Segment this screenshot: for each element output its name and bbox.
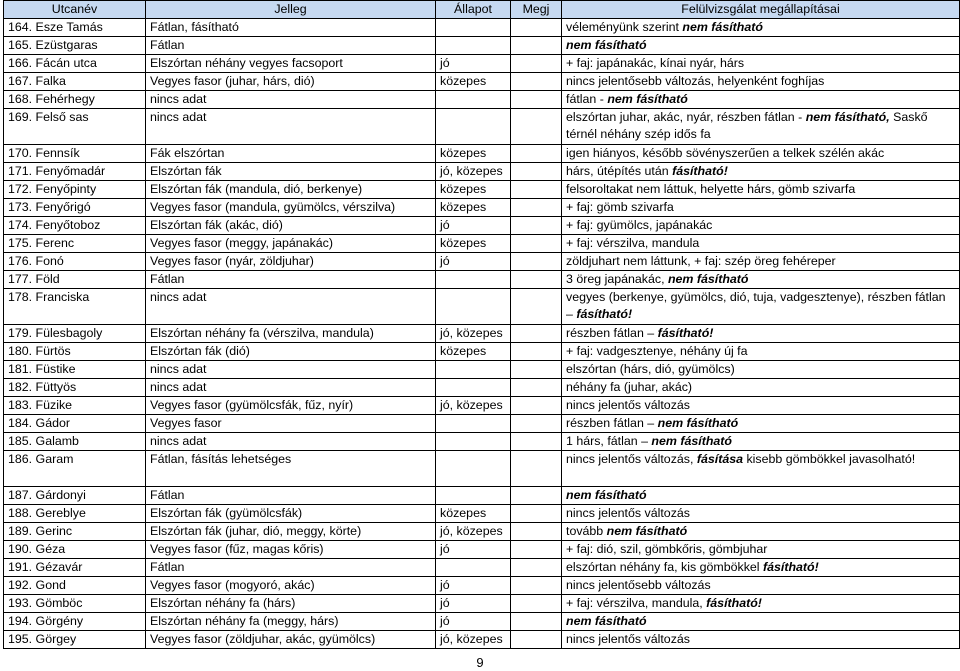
cell-felulvizsgalat (562, 181, 960, 199)
emphasis-text: nem fásítható (667, 272, 749, 286)
cell-megj (511, 487, 562, 505)
cell-allapot: jó, közepes (436, 397, 511, 415)
cell-megj (511, 37, 562, 55)
cell-felulvizsgalat (562, 559, 960, 577)
cell-utcanev: 173. Fenyőrigó (4, 199, 146, 217)
emphasis-text: fásítható! (657, 326, 714, 340)
table-body (4, 19, 960, 649)
cell-jelleg: Elszórtan fák (juhar, dió, meggy, körte) (146, 523, 436, 541)
cell-megj (511, 253, 562, 271)
cell-allapot: jó, közepes (436, 163, 511, 181)
table-row (4, 181, 960, 199)
cell-felulvizsgalat (562, 253, 960, 271)
finding-text: vegyes (berkenye, gyümölcs, dió, tuja, vadgesztenye), részben fátlan – (566, 290, 946, 321)
cell-jelleg: Elszórtan fák (146, 163, 436, 181)
finding-text: elszórtan néhány fa, kis gömbökkel (566, 560, 763, 574)
cell-felulvizsgalat (562, 487, 960, 505)
cell-allapot: jó (436, 253, 511, 271)
cell-utcanev: 186. Garam (4, 451, 146, 487)
cell-megj (511, 163, 562, 181)
finding-text: elszórtan juhar, akác, nyár, részben fátlan - (566, 110, 806, 124)
cell-jelleg: Vegyes fasor (juhar, hárs, dió) (146, 73, 436, 91)
cell-allapot (436, 19, 511, 37)
cell-jelleg: Elszórtan néhány fa (vérszilva, mandula) (146, 325, 436, 343)
cell-allapot: jó (436, 541, 511, 559)
cell-megj (511, 415, 562, 433)
table-row (4, 613, 960, 631)
cell-utcanev: 185. Galamb (4, 433, 146, 451)
cell-utcanev: 178. Franciska (4, 289, 146, 325)
cell-felulvizsgalat (562, 199, 960, 217)
cell-megj (511, 631, 562, 649)
cell-megj (511, 181, 562, 199)
cell-jelleg: nincs adat (146, 433, 436, 451)
cell-allapot (436, 271, 511, 289)
page-number: 9 (476, 655, 484, 670)
emphasis-text: nem fásítható (682, 20, 763, 34)
cell-felulvizsgalat (562, 541, 960, 559)
cell-megj (511, 541, 562, 559)
cell-felulvizsgalat (562, 163, 960, 181)
finding-text: nincs jelentősebb változás (566, 578, 711, 592)
cell-utcanev: 164. Esze Tamás (4, 19, 146, 37)
cell-jelleg: Fátlan (146, 487, 436, 505)
cell-allapot: közepes (436, 343, 511, 361)
cell-allapot: jó (436, 577, 511, 595)
table-row (4, 145, 960, 163)
cell-megj (511, 325, 562, 343)
finding-text: részben fátlan – (566, 326, 658, 340)
emphasis-text: fásítható! (762, 560, 819, 574)
header-felulvizsgalat: Felülvizsgálat megállapításai (562, 1, 960, 19)
cell-jelleg: Vegyes fasor (nyár, zöldjuhar) (146, 253, 436, 271)
cell-felulvizsgalat (562, 235, 960, 253)
emphasis-text: fásítható! (672, 164, 728, 178)
cell-megj (511, 397, 562, 415)
cell-felulvizsgalat (562, 37, 960, 55)
finding-text: fátlan - (566, 92, 608, 106)
header-row (4, 1, 960, 19)
emphasis-text: nem fásítható (651, 434, 732, 448)
cell-jelleg: Elszórtan fák (akác, dió) (146, 217, 436, 235)
cell-utcanev: 165. Ezüstgaras (4, 37, 146, 55)
cell-felulvizsgalat (562, 91, 960, 109)
cell-utcanev: 166. Fácán utca (4, 55, 146, 73)
header-megj: Megj (511, 1, 562, 19)
cell-jelleg: Vegyes fasor (gyümölcsfák, fűz, nyír) (146, 397, 436, 415)
cell-utcanev: 182. Füttyös (4, 379, 146, 397)
cell-jelleg: nincs adat (146, 289, 436, 325)
cell-utcanev: 177. Föld (4, 271, 146, 289)
table-row (4, 343, 960, 361)
cell-megj (511, 199, 562, 217)
finding-text: hárs, útépítés után (566, 164, 673, 178)
cell-felulvizsgalat (562, 613, 960, 631)
table-row (4, 523, 960, 541)
cell-utcanev: 189. Gerinc (4, 523, 146, 541)
cell-felulvizsgalat (562, 145, 960, 163)
table-row (4, 451, 960, 487)
finding-text: nincs jelentős változás (566, 398, 690, 412)
cell-felulvizsgalat (562, 451, 960, 487)
table-row (4, 361, 960, 379)
cell-felulvizsgalat (562, 433, 960, 451)
cell-megj (511, 217, 562, 235)
cell-allapot (436, 289, 511, 325)
cell-allapot: jó, közepes (436, 325, 511, 343)
cell-megj (511, 379, 562, 397)
cell-allapot (436, 361, 511, 379)
table-row (4, 73, 960, 91)
cell-allapot: közepes (436, 73, 511, 91)
table-row (4, 433, 960, 451)
cell-felulvizsgalat (562, 397, 960, 415)
table-row (4, 559, 960, 577)
emphasis-text: fásítható! (706, 596, 762, 610)
finding-text: részben fátlan – (566, 416, 658, 430)
table-row (4, 505, 960, 523)
cell-felulvizsgalat (562, 379, 960, 397)
cell-utcanev: 167. Falka (4, 73, 146, 91)
cell-megj (511, 577, 562, 595)
cell-megj (511, 19, 562, 37)
cell-megj (511, 613, 562, 631)
cell-allapot: közepes (436, 505, 511, 523)
cell-allapot (436, 415, 511, 433)
cell-jelleg: Fátlan (146, 271, 436, 289)
emphasis-text: nem fásítható (566, 38, 647, 52)
table-row (4, 397, 960, 415)
table-row (4, 217, 960, 235)
cell-felulvizsgalat (562, 325, 960, 343)
finding-text: nincs jelentősebb változás, helyenként foghíjas (566, 74, 825, 88)
cell-jelleg: Fátlan, fásítható (146, 19, 436, 37)
finding-text: nincs jelentős változás, (566, 452, 697, 466)
emphasis-text: fásítása (696, 452, 744, 466)
table-row (4, 541, 960, 559)
cell-utcanev: 194. Görgény (4, 613, 146, 631)
emphasis-text: fásítható! (576, 307, 633, 321)
emphasis-text: nem fásítható (566, 488, 647, 502)
cell-felulvizsgalat (562, 109, 960, 145)
finding-text: + faj: japánakác, kínai nyár, hárs (566, 56, 745, 70)
cell-allapot: jó (436, 217, 511, 235)
cell-jelleg: nincs adat (146, 91, 436, 109)
cell-megj (511, 271, 562, 289)
cell-jelleg: Elszórtan fák (dió) (146, 343, 436, 361)
cell-megj (511, 559, 562, 577)
cell-utcanev: 172. Fenyőpinty (4, 181, 146, 199)
cell-jelleg: Fátlan, fásítás lehetséges (146, 451, 436, 487)
emphasis-text: nem fásítható, (805, 110, 890, 124)
cell-jelleg: Fátlan (146, 37, 436, 55)
cell-allapot: jó (436, 595, 511, 613)
cell-megj (511, 595, 562, 613)
cell-megj (511, 289, 562, 325)
table-row (4, 109, 960, 145)
cell-jelleg: Elszórtan néhány vegyes facsoport (146, 55, 436, 73)
cell-jelleg: Vegyes fasor (meggy, japánakác) (146, 235, 436, 253)
cell-utcanev: 184. Gádor (4, 415, 146, 433)
cell-jelleg: Elszórtan néhány fa (meggy, hárs) (146, 613, 436, 631)
cell-allapot (436, 559, 511, 577)
table-row (4, 91, 960, 109)
cell-utcanev: 168. Fehérhegy (4, 91, 146, 109)
finding-text: kisebb gömbökkel javasolható! (743, 452, 916, 466)
cell-jelleg: nincs adat (146, 361, 436, 379)
table-row (4, 415, 960, 433)
cell-utcanev: 179. Fülesbagoly (4, 325, 146, 343)
cell-felulvizsgalat (562, 217, 960, 235)
cell-jelleg: Elszórtan néhány fa (hárs) (146, 595, 436, 613)
cell-felulvizsgalat (562, 505, 960, 523)
finding-text: néhány fa (juhar, akác) (566, 380, 693, 394)
cell-megj (511, 451, 562, 487)
cell-utcanev: 170. Fennsík (4, 145, 146, 163)
cell-megj (511, 145, 562, 163)
cell-utcanev: 183. Füzike (4, 397, 146, 415)
header-allapot: Állapot (436, 1, 511, 19)
cell-megj (511, 523, 562, 541)
cell-megj (511, 235, 562, 253)
table-row (4, 163, 960, 181)
table-row (4, 19, 960, 37)
cell-felulvizsgalat (562, 19, 960, 37)
cell-allapot (436, 451, 511, 487)
cell-allapot: jó (436, 55, 511, 73)
cell-megj (511, 109, 562, 145)
cell-megj (511, 433, 562, 451)
table-row (4, 235, 960, 253)
cell-jelleg: Elszórtan fák (mandula, dió, berkenye) (146, 181, 436, 199)
cell-megj (511, 361, 562, 379)
finding-text: zöldjuhart nem láttunk, + faj: szép öreg fehéreper (566, 254, 836, 268)
cell-felulvizsgalat (562, 631, 960, 649)
cell-utcanev: 188. Gereblye (4, 505, 146, 523)
cell-felulvizsgalat (562, 595, 960, 613)
cell-allapot (436, 37, 511, 55)
finding-text: igen hiányos, később sövényszerűen a telkek szélén akác (566, 146, 885, 160)
table-row (4, 577, 960, 595)
cell-utcanev: 187. Gárdonyi (4, 487, 146, 505)
cell-utcanev: 192. Gond (4, 577, 146, 595)
cell-utcanev: 175. Ferenc (4, 235, 146, 253)
finding-text: tovább (566, 524, 607, 538)
table-row (4, 253, 960, 271)
cell-megj (511, 91, 562, 109)
emphasis-text: nem fásítható (606, 524, 688, 538)
cell-jelleg: Vegyes fasor (146, 415, 436, 433)
finding-text: 1 hárs, fátlan – (566, 434, 652, 448)
header-utcanev: Utcanév (4, 1, 146, 19)
finding-text: + faj: dió, szil, gömbkőris, gömbjuhar (566, 542, 768, 556)
cell-felulvizsgalat (562, 271, 960, 289)
cell-utcanev: 193. Gömböc (4, 595, 146, 613)
finding-text: elszórtan (hárs, dió, gyümölcs) (566, 362, 735, 376)
cell-felulvizsgalat (562, 343, 960, 361)
cell-jelleg: Fák elszórtan (146, 145, 436, 163)
cell-allapot (436, 91, 511, 109)
cell-felulvizsgalat (562, 361, 960, 379)
finding-text: + faj: gömb szivarfa (566, 200, 674, 214)
emphasis-text: nem fásítható (607, 92, 688, 106)
cell-allapot (436, 487, 511, 505)
finding-text: nincs jelentős változás (566, 506, 690, 520)
cell-jelleg: nincs adat (146, 109, 436, 145)
table-row (4, 379, 960, 397)
cell-allapot (436, 379, 511, 397)
cell-megj (511, 343, 562, 361)
table-row (4, 55, 960, 73)
cell-jelleg: Vegyes fasor (mandula, gyümölcs, vérszilva) (146, 199, 436, 217)
table-row (4, 37, 960, 55)
header-jelleg: Jelleg (146, 1, 436, 19)
table-row (4, 325, 960, 343)
cell-utcanev: 180. Fürtös (4, 343, 146, 361)
cell-jelleg: nincs adat (146, 379, 436, 397)
cell-utcanev: 195. Görgey (4, 631, 146, 649)
cell-allapot: közepes (436, 181, 511, 199)
cell-utcanev: 176. Fonó (4, 253, 146, 271)
cell-utcanev: 190. Géza (4, 541, 146, 559)
finding-text: + faj: vadgesztenye, néhány új fa (566, 344, 748, 358)
cell-allapot (436, 433, 511, 451)
cell-allapot (436, 109, 511, 145)
table-row (4, 289, 960, 325)
table-row (4, 271, 960, 289)
cell-jelleg: Fátlan (146, 559, 436, 577)
cell-allapot: közepes (436, 199, 511, 217)
cell-utcanev: 181. Füstike (4, 361, 146, 379)
cell-felulvizsgalat (562, 73, 960, 91)
table-row (4, 595, 960, 613)
cell-allapot: jó, közepes (436, 631, 511, 649)
finding-text: + faj: vérszilva, mandula, (566, 596, 707, 610)
cell-megj (511, 505, 562, 523)
cell-utcanev: 174. Fenyőtoboz (4, 217, 146, 235)
table-row (4, 631, 960, 649)
cell-utcanev: 191. Gézavár (4, 559, 146, 577)
finding-text: felsoroltakat nem láttuk, helyette hárs, gömb szivarfa (566, 182, 856, 196)
street-tree-table (3, 0, 960, 649)
cell-allapot: jó, közepes (436, 523, 511, 541)
cell-jelleg: Elszórtan fák (gyümölcsfák) (146, 505, 436, 523)
emphasis-text: nem fásítható (566, 614, 647, 628)
finding-text: + faj: gyümölcs, japánakác (566, 218, 713, 232)
finding-text: nincs jelentős változás (566, 632, 690, 646)
table-row (4, 487, 960, 505)
emphasis-text: nem fásítható (657, 416, 739, 430)
cell-megj (511, 73, 562, 91)
cell-jelleg: Vegyes fasor (fűz, magas kőris) (146, 541, 436, 559)
cell-felulvizsgalat (562, 289, 960, 325)
cell-felulvizsgalat (562, 55, 960, 73)
cell-allapot: jó (436, 613, 511, 631)
cell-felulvizsgalat (562, 577, 960, 595)
cell-allapot: közepes (436, 235, 511, 253)
cell-utcanev: 169. Felső sas (4, 109, 146, 145)
cell-utcanev: 171. Fenyőmadár (4, 163, 146, 181)
cell-allapot: közepes (436, 145, 511, 163)
table-row (4, 199, 960, 217)
cell-felulvizsgalat (562, 415, 960, 433)
cell-jelleg: Vegyes fasor (zöldjuhar, akác, gyümölcs) (146, 631, 436, 649)
finding-text: 3 öreg japánakác, (566, 272, 668, 286)
finding-text: + faj: vérszilva, mandula (566, 236, 700, 250)
cell-jelleg: Vegyes fasor (mogyoró, akác) (146, 577, 436, 595)
finding-text: véleményünk szerint (566, 20, 683, 34)
finding-text: Saskő térnél néhány szép idős fa (566, 110, 928, 141)
cell-megj (511, 55, 562, 73)
cell-felulvizsgalat (562, 523, 960, 541)
